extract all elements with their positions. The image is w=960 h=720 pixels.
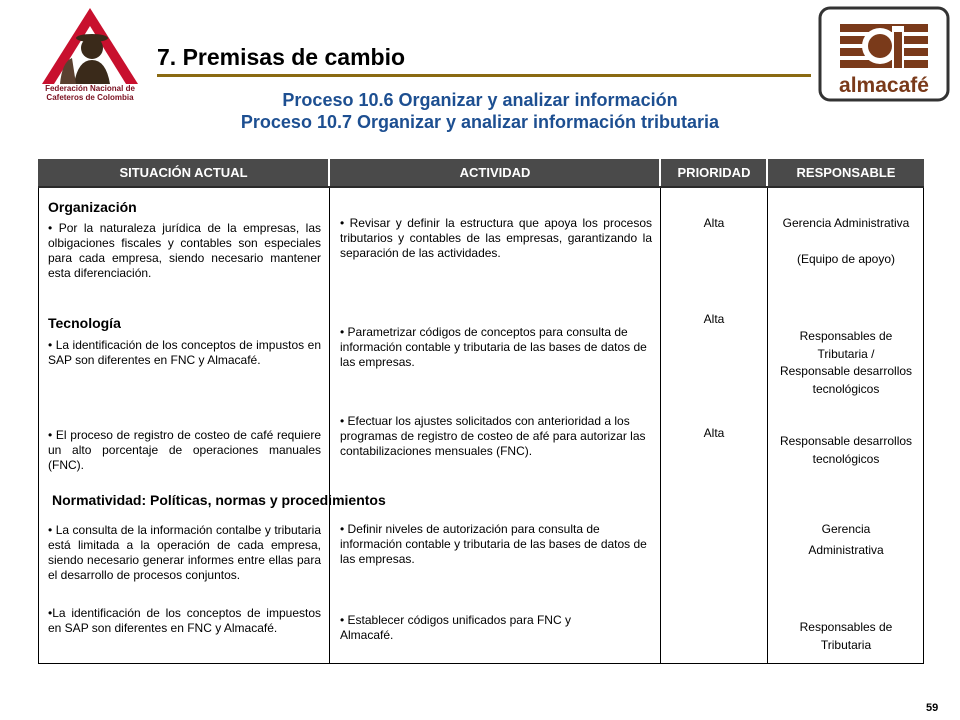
column-header-actividad: ACTIVIDAD — [459, 165, 531, 180]
row-3-situacion: • El proceso de registro de costeo de café requiere un alto porcentaje de operaciones manuales (FNC). — [48, 428, 321, 472]
row-2-actividad: • Parametrizar códigos de conceptos para consulta de información contable y tributaria de las bases de datos de las empresas. — [340, 325, 647, 369]
almacafe-logo — [818, 6, 950, 102]
slide-title: 7. Premisas de cambio — [157, 44, 406, 70]
fnc-logo — [34, 4, 146, 104]
row-4-responsable-1: Gerencia — [821, 522, 871, 536]
table-header — [38, 159, 924, 188]
fnc-logo-text-2: Cafeteros de Colombia — [46, 93, 134, 102]
section-normatividad: Normatividad: Políticas, normas y procedimientos — [52, 492, 386, 508]
row-5-actividad: • Establecer códigos unificados para FNC y Almacafé. — [340, 613, 571, 642]
row-5-responsable-1: Responsables de Tributaria — [799, 620, 893, 652]
row-3-prioridad: Alta — [703, 426, 725, 440]
row-5-situacion: •La identificación de los conceptos de impuestos en SAP son diferentes en FNC y Almacafé. — [48, 606, 321, 635]
page-number: 59 — [926, 702, 939, 714]
row-1-situacion: • Por la naturaleza jurídica de la empresas, las olbigaciones fiscales y contables son especiales para cada empresa, siendo necesario mantener esta diferenciación. — [48, 221, 321, 280]
row-2-responsable-2: Responsable desarrollos tecnológicos — [779, 364, 913, 396]
row-4-responsable-2: Administrativa — [808, 543, 884, 557]
column-header-responsable: RESPONSABLE — [796, 165, 896, 180]
row-1-actividad: • Revisar y definir la estructura que apoya los procesos tributarios y contables de las empresas, garantizando la separación de las actividades. — [340, 216, 652, 260]
row-1-prioridad: Alta — [703, 216, 725, 230]
fnc-logo-text-1: Federación Nacional de — [45, 84, 135, 93]
column-divider — [329, 188, 330, 664]
section-tecnologia: Tecnología — [48, 315, 121, 331]
row-2-situacion: • La identificación de los conceptos de impustos en SAP son diferentes en FNC y Almacafé. — [48, 338, 321, 367]
row-2-prioridad: Alta — [703, 312, 725, 326]
subtitle-process-10-6: Proceso 10.6 Organizar y analizar información — [282, 90, 678, 110]
subtitle-process-10-7: Proceso 10.7 Organizar y analizar información tributaria — [240, 112, 720, 132]
row-4-actividad: • Definir niveles de autorización para consulta de información contable y tributaria de las bases de datos de las empresas. — [340, 522, 647, 566]
column-header-prioridad: PRIORIDAD — [677, 165, 751, 180]
row-1-responsable-2: (Equipo de apoyo) — [796, 252, 896, 266]
column-divider — [767, 188, 768, 664]
title-underline — [157, 74, 811, 77]
row-3-responsable-1: Responsable desarrollos tecnológicos — [779, 434, 913, 466]
almacafe-logo-text: almacafé — [839, 74, 929, 97]
row-3-actividad: • Efectuar los ajustes solicitados con anterioridad a los programas de registro de costeo de afé para autorizar las contabilizaciones mensuales (FNC). — [340, 414, 646, 458]
row-1-responsable-1: Gerencia Administrativa — [782, 216, 910, 230]
column-header-situacion: SITUACIÓN ACTUAL — [119, 165, 248, 180]
section-organizacion: Organización — [48, 199, 137, 215]
row-4-situacion: • La consulta de la información contalbe y tributaria está limitada a la operación de cada empresa, siendo necesario generar informes entre ellas para el desarrollo de procesos conjuntos. — [48, 523, 321, 582]
row-2-responsable-1: Responsables de Tributaria / — [799, 329, 893, 361]
